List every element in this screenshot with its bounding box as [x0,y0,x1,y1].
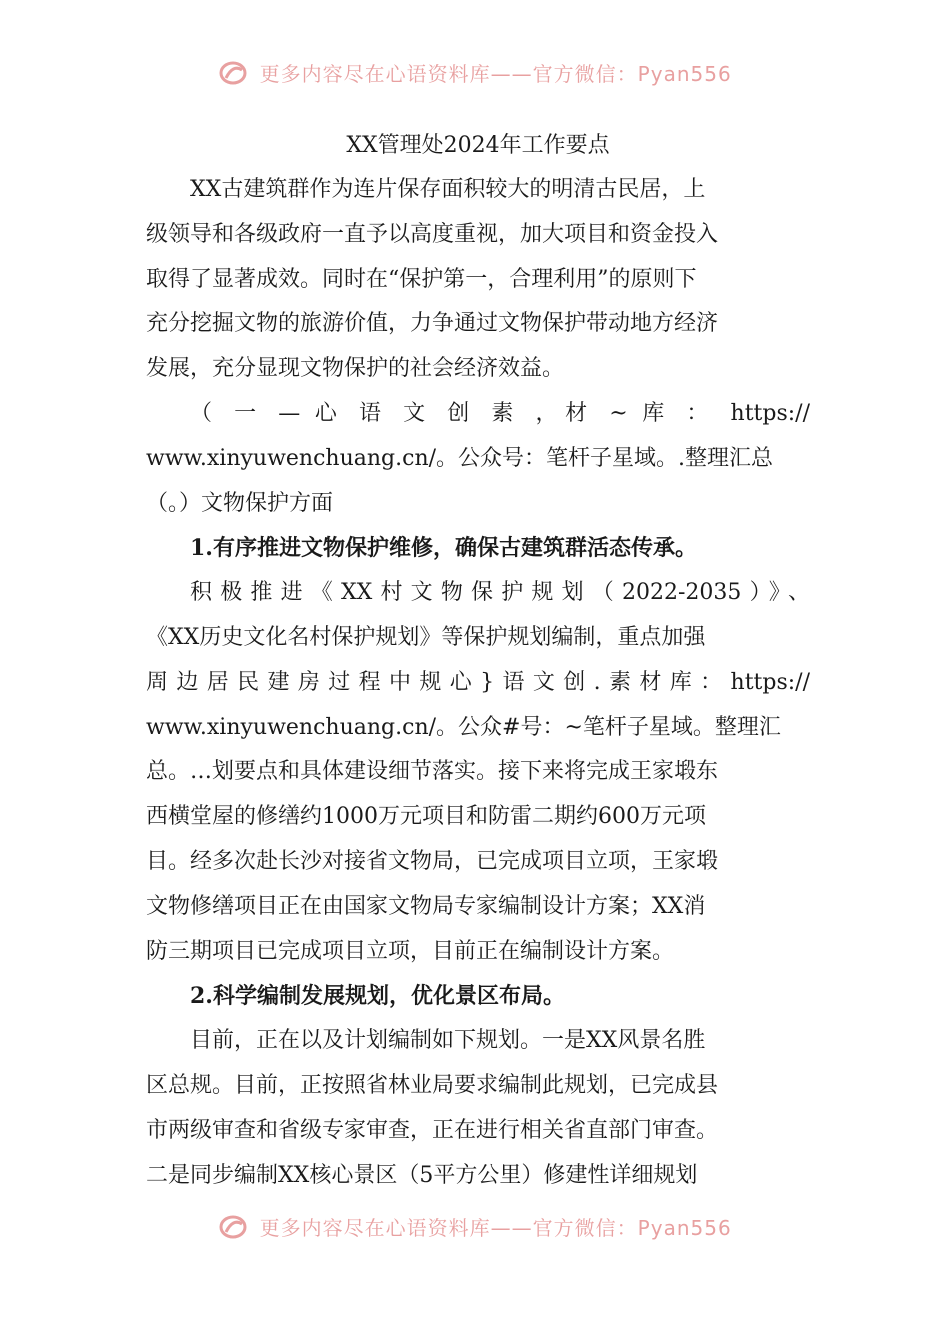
intro-line: XX古建筑群作为连片保存面积较大的明清古民居，上 [190,177,706,202]
intro-line: 级领导和各级政府一直予以高度重视，加大项目和资金投入 [146,221,719,247]
document-title: XX管理处2024年工作要点 [346,133,610,158]
watermark-text: 更多内容尽在心语资料库——官方微信：Pyan556 [259,62,732,86]
p2-line: 市两级审查和省级专家审查，正在进行相关省直部门审查。 [146,1117,719,1143]
p1-line: 文物修缮项目正在由国家文物局专家编制设计方案；XX消 [146,893,706,919]
p1-line: 目。经多次赴长沙对接省文物局，已完成项目立项，王家塅 [146,848,719,874]
p1-line: www.xinyuwenchuang.cn/。公众#号：~笔杆子星域。整理汇 [146,714,781,740]
intro-line: 取得了显著成效。同时在“保护第一，合理利用”的原则下 [146,266,697,292]
p1-line: 总。…划要点和具体建设细节落实。接下来将完成王家塅东 [146,759,719,785]
document-page [146,124,810,1198]
intro-line: 充分挖掘文物的旅游价值，力争通过文物保护带动地方经济 [146,311,719,337]
noise-line: www.xinyuwenchuang.cn/。公众号：笔杆子星域。.整理汇总 [146,445,774,471]
heading-2: 2.科学编制发展规划，优化景区布局。 [190,983,565,1010]
p2-line: 目前，正在以及计划编制如下规划。一是XX风景名胜 [190,1028,706,1054]
section-heading-cultural-protection: （。）文物保护方面 [146,490,334,516]
p1-line: 周边居民建房过程中规心}语文创.素材库：https:// [146,669,810,695]
heading-1: 1.有序推进文物保护维修，确保古建筑群活态传承。 [190,535,697,562]
watermark-top [0,58,950,91]
p1-line: 《XX历史文化名村保护规划》等保护规划编制，重点加强 [146,624,706,650]
intro-line: 发展，充分显现文物保护的社会经济效益。 [146,356,565,382]
watermark-logo-icon [218,60,248,91]
watermark-logo-icon [218,1214,248,1245]
p2-line: 二是同步编制XX核心景区（5平方公里）修建性详细规划 [146,1162,698,1188]
watermark-text: 更多内容尽在心语资料库——官方微信：Pyan556 [259,1216,732,1240]
watermark-bottom [0,1212,950,1245]
noise-line: （ 一 — 心 语 文 创 素 ，材 ~ 库 ： https:// [190,400,810,426]
p1-line: 积极推进《XX村文物保护规划（2022-2035）》、 [190,580,810,606]
p1-line: 西横堂屋的修缮约1000万元项目和防雷二期约600万元项 [146,804,706,830]
p1-line: 防三期项目已完成项目立项，目前正在编制设计方案。 [146,938,675,964]
p2-line: 区总规。目前，正按照省林业局要求编制此规划，已完成县 [146,1072,719,1098]
